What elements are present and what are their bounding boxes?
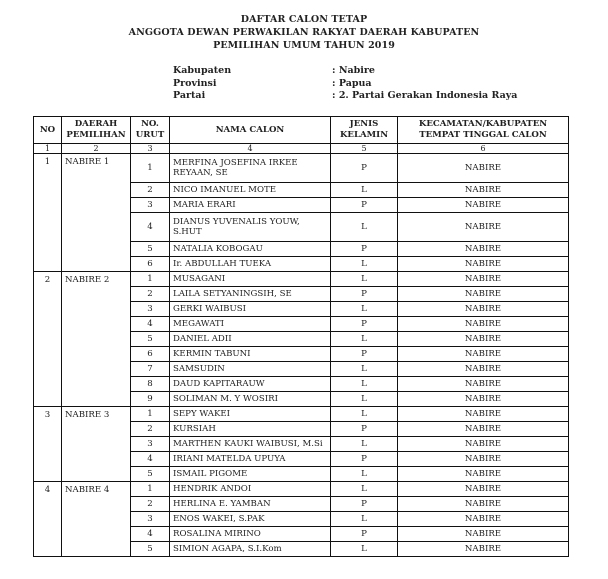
cell-nama: MEGAWATI xyxy=(170,317,331,332)
cell-kec: NABIRE xyxy=(398,272,569,287)
cell-jk: L xyxy=(331,542,398,557)
cell-nama: KURSIAH xyxy=(170,422,331,437)
cell-kec: NABIRE xyxy=(398,198,569,213)
cell-nama: GERKI WAIBUSI xyxy=(170,302,331,317)
col-header-nama-text: NAMA CALON xyxy=(215,124,285,135)
col-header-urut xyxy=(131,117,170,144)
cell-jk: L xyxy=(331,437,398,452)
cell-kec: NABIRE xyxy=(398,497,569,512)
cell-nama: MUSAGANI xyxy=(170,272,331,287)
cell-jk: P xyxy=(331,497,398,512)
cell-nama: DANIEL ADII xyxy=(170,332,331,347)
col-header-no xyxy=(34,117,62,144)
col-header-jenis-kelamin xyxy=(331,117,398,144)
document-subtitle: ANGGOTA DEWAN PERWAKILAN RAKYAT DAERAH KABUPATEN xyxy=(128,27,480,38)
cell-nama: MARTHEN KAUKI WAIBUSI, M.Si xyxy=(170,437,331,452)
cell-urut: 8 xyxy=(131,377,170,392)
cell-nama: ROSALINA MIRINO xyxy=(170,527,331,542)
cell-urut: 7 xyxy=(131,362,170,377)
meta-provinsi xyxy=(173,78,517,91)
cell-nama: LAILA SETYANINGSIH, SE xyxy=(170,287,331,302)
cell-urut: 2 xyxy=(131,183,170,198)
cell-urut: 5 xyxy=(131,542,170,557)
col-header-kecamatan xyxy=(398,117,569,144)
cell-jk: P xyxy=(331,452,398,467)
cell-urut: 9 xyxy=(131,392,170,407)
cell-urut: 1 xyxy=(131,482,170,497)
group-daerah: NABIRE 2 xyxy=(62,272,131,407)
cell-nama: DIANUS YUVENALIS YOUW, S.HUT xyxy=(170,213,331,242)
cell-urut: 5 xyxy=(131,467,170,482)
cell-kec: NABIRE xyxy=(398,347,569,362)
cell-kec: NABIRE xyxy=(398,317,569,332)
column-number: 4 xyxy=(170,144,331,154)
group-no: 2 xyxy=(34,272,62,407)
col-header-kec-line2: TEMPAT TINGGAL CALON xyxy=(419,130,547,140)
table-row xyxy=(34,154,569,183)
cell-nama: Ir. ABDULLAH TUEKA xyxy=(170,257,331,272)
cell-nama: KERMIN TABUNI xyxy=(170,347,331,362)
cell-nama: IRIANI MATELDA UPUYA xyxy=(170,452,331,467)
cell-urut: 4 xyxy=(131,527,170,542)
cell-nama: HENDRIK ANDOI xyxy=(170,482,331,497)
cell-kec: NABIRE xyxy=(398,407,569,422)
cell-kec: NABIRE xyxy=(398,242,569,257)
document-meta xyxy=(173,65,517,103)
cell-kec: NABIRE xyxy=(398,437,569,452)
cell-urut: 4 xyxy=(131,213,170,242)
cell-nama: MARIA ERARI xyxy=(170,198,331,213)
col-header-kec-line1: KECAMATAN/KABUPATEN xyxy=(418,119,548,129)
cell-nama: ISMAIL PIGOME xyxy=(170,467,331,482)
cell-nama: HERLINA E. YAMBAN xyxy=(170,497,331,512)
cell-urut: 3 xyxy=(131,512,170,527)
cell-kec: NABIRE xyxy=(398,257,569,272)
col-header-urut-line2: URUT xyxy=(135,130,165,140)
cell-nama: NATALIA KOBOGAU xyxy=(170,242,331,257)
column-number: 2 xyxy=(62,144,131,154)
cell-nama: DAUD KAPITARAUW xyxy=(170,377,331,392)
cell-urut: 6 xyxy=(131,347,170,362)
cell-nama: ENOS WAKEI, S.PAK xyxy=(170,512,331,527)
table-row xyxy=(34,272,569,287)
document-election-year: PEMILIHAN UMUM TAHUN 2019 xyxy=(213,40,395,51)
cell-urut: 2 xyxy=(131,287,170,302)
table-row xyxy=(34,407,569,422)
cell-jk: P xyxy=(331,242,398,257)
meta-kabupaten-label: Kabupaten xyxy=(173,65,232,76)
cell-kec: NABIRE xyxy=(398,392,569,407)
cell-jk: L xyxy=(331,512,398,527)
cell-urut: 6 xyxy=(131,257,170,272)
table-header-row xyxy=(34,117,569,144)
cell-jk: L xyxy=(331,392,398,407)
cell-jk: L xyxy=(331,377,398,392)
meta-provinsi-value: : Papua xyxy=(332,77,372,89)
meta-partai-label: Partai xyxy=(173,90,206,101)
cell-kec: NABIRE xyxy=(398,467,569,482)
cell-kec: NABIRE xyxy=(398,287,569,302)
cell-jk: L xyxy=(331,183,398,198)
cell-kec: NABIRE xyxy=(398,183,569,198)
cell-urut: 1 xyxy=(131,272,170,287)
meta-kabupaten xyxy=(173,65,517,78)
col-header-jk-line1: JENIS xyxy=(349,119,379,129)
cell-jk: L xyxy=(331,302,398,317)
table-row xyxy=(34,482,569,497)
group-daerah: NABIRE 1 xyxy=(62,154,131,272)
cell-nama: SEPY WAKEI xyxy=(170,407,331,422)
cell-kec: NABIRE xyxy=(398,527,569,542)
cell-jk: L xyxy=(331,407,398,422)
cell-urut: 3 xyxy=(131,437,170,452)
col-header-daerah-line2: PEMILIHAN xyxy=(66,130,126,140)
cell-nama: SOLIMAN M. Y WOSIRI xyxy=(170,392,331,407)
cell-nama: NICO IMANUEL MOTE xyxy=(170,183,331,198)
cell-kec: NABIRE xyxy=(398,542,569,557)
col-header-no-text: NO xyxy=(39,124,56,135)
cell-urut: 5 xyxy=(131,332,170,347)
cell-urut: 1 xyxy=(131,407,170,422)
cell-kec: NABIRE xyxy=(398,332,569,347)
cell-kec: NABIRE xyxy=(398,213,569,242)
cell-nama: MERFINA JOSEFINA IRKEE REYAAN, SE xyxy=(170,154,331,183)
cell-kec: NABIRE xyxy=(398,422,569,437)
cell-jk: P xyxy=(331,527,398,542)
cell-nama: SIMION AGAPA, S.I.Kom xyxy=(170,542,331,557)
cell-jk: L xyxy=(331,257,398,272)
meta-kabupaten-value: : Nabire xyxy=(332,65,375,76)
cell-kec: NABIRE xyxy=(398,377,569,392)
cell-kec: NABIRE xyxy=(398,302,569,317)
cell-jk: L xyxy=(331,332,398,347)
cell-nama: SAMSUDIN xyxy=(170,362,331,377)
cell-jk: P xyxy=(331,347,398,362)
cell-jk: L xyxy=(331,272,398,287)
column-number: 1 xyxy=(34,144,62,154)
cell-jk: P xyxy=(331,154,398,183)
cell-jk: L xyxy=(331,467,398,482)
group-no: 3 xyxy=(34,407,62,482)
col-header-nama xyxy=(170,117,331,144)
column-number-row xyxy=(34,144,569,154)
cell-jk: L xyxy=(331,482,398,497)
cell-urut: 5 xyxy=(131,242,170,257)
cell-urut: 3 xyxy=(131,198,170,213)
cell-kec: NABIRE xyxy=(398,362,569,377)
meta-partai-value: : 2. Partai Gerakan Indonesia Raya xyxy=(332,90,518,101)
col-header-daerah-line1: DAERAH xyxy=(74,119,118,129)
column-number: 6 xyxy=(398,144,569,154)
document-title: DAFTAR CALON TETAP xyxy=(240,14,368,25)
group-no: 4 xyxy=(34,482,62,557)
col-header-jk-line2: KELAMIN xyxy=(339,130,389,140)
cell-urut: 1 xyxy=(131,154,170,183)
meta-partai xyxy=(173,90,517,103)
cell-kec: NABIRE xyxy=(398,482,569,497)
col-header-urut-line1: NO. xyxy=(141,119,159,129)
cell-urut: 3 xyxy=(131,302,170,317)
group-daerah: NABIRE 3 xyxy=(62,407,131,482)
meta-provinsi-label: Provinsi xyxy=(173,77,217,89)
cell-urut: 4 xyxy=(131,452,170,467)
cell-kec: NABIRE xyxy=(398,452,569,467)
cell-jk: P xyxy=(331,198,398,213)
group-daerah: NABIRE 4 xyxy=(62,482,131,557)
cell-kec: NABIRE xyxy=(398,512,569,527)
candidate-table xyxy=(33,116,569,557)
column-number: 3 xyxy=(131,144,170,154)
cell-urut: 4 xyxy=(131,317,170,332)
cell-urut: 2 xyxy=(131,497,170,512)
group-no: 1 xyxy=(34,154,62,272)
cell-jk: L xyxy=(331,213,398,242)
cell-jk: P xyxy=(331,317,398,332)
cell-jk: P xyxy=(331,287,398,302)
cell-urut: 2 xyxy=(131,422,170,437)
cell-jk: P xyxy=(331,422,398,437)
cell-kec: NABIRE xyxy=(398,154,569,183)
column-number: 5 xyxy=(331,144,398,154)
col-header-daerah xyxy=(62,117,131,144)
cell-jk: L xyxy=(331,362,398,377)
